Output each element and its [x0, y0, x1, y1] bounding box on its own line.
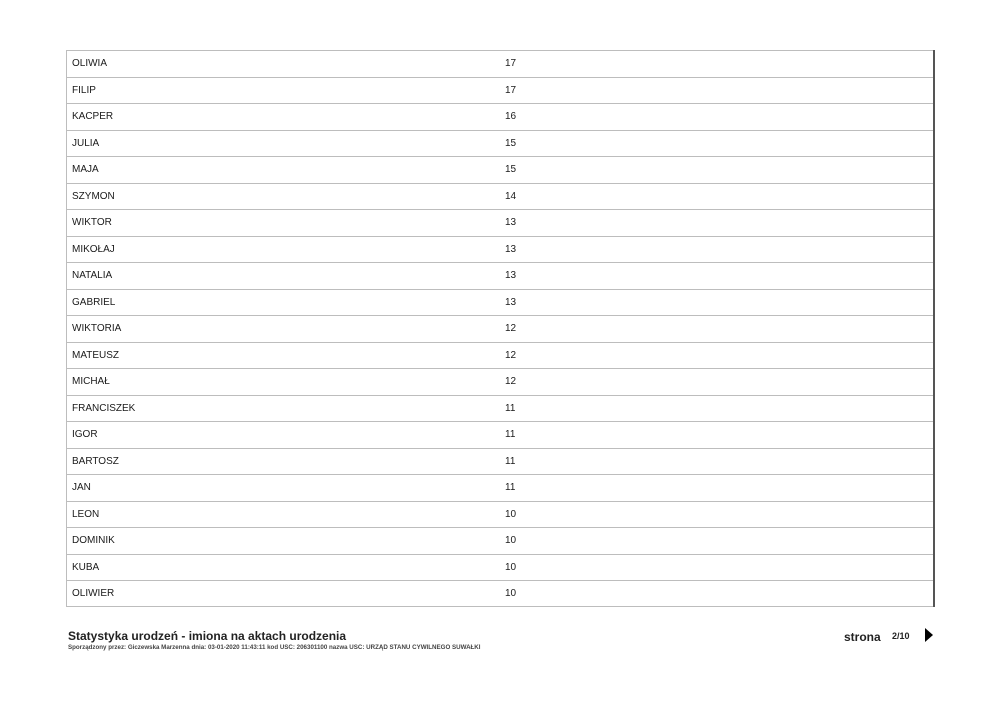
name-cell: LEON	[72, 508, 100, 520]
name-cell: MICHAŁ	[72, 376, 110, 388]
name-cell: OLIWIER	[72, 587, 115, 599]
count-cell: 12	[505, 323, 517, 335]
count-cell: 10	[505, 535, 517, 547]
name-cell: JULIA	[72, 137, 100, 149]
count-cell: 17	[505, 84, 517, 96]
table-row	[67, 262, 933, 289]
count-cell: 14	[505, 190, 517, 202]
count-cell: 11	[505, 429, 516, 441]
name-cell: KUBA	[72, 561, 100, 573]
name-cell: BARTOSZ	[72, 455, 119, 467]
report-title: Statystyka urodzeń - imiona na aktach urodzenia	[68, 629, 347, 643]
name-cell: WIKTOR	[72, 217, 112, 229]
table-row	[67, 501, 933, 528]
names-table	[66, 50, 935, 607]
name-cell: OLIWIA	[72, 58, 108, 70]
name-cell: GABRIEL	[72, 296, 116, 308]
count-cell: 13	[505, 217, 517, 229]
table-row	[67, 236, 933, 263]
table-row	[67, 209, 933, 236]
name-cell: WIKTORIA	[72, 323, 122, 335]
name-cell: FILIP	[72, 84, 96, 96]
name-cell: JAN	[72, 482, 91, 494]
table-row	[67, 130, 933, 157]
table-row	[67, 527, 933, 554]
count-cell: 10	[505, 561, 517, 573]
table-row	[67, 580, 933, 607]
count-cell: 10	[505, 508, 517, 520]
name-cell: SZYMON	[72, 190, 115, 202]
name-cell: DOMINIK	[72, 535, 115, 547]
table-row	[67, 156, 933, 183]
count-cell: 11	[505, 455, 516, 467]
count-cell: 12	[505, 376, 517, 388]
count-cell: 13	[505, 270, 517, 282]
page-number: 2/10	[892, 631, 910, 641]
count-cell: 11	[505, 482, 516, 494]
table-row	[67, 50, 933, 77]
table-row	[67, 474, 933, 501]
table-row	[67, 448, 933, 475]
name-cell: MATEUSZ	[72, 349, 120, 361]
table-row	[67, 183, 933, 210]
page-label: strona	[844, 630, 881, 644]
count-cell: 13	[505, 243, 517, 255]
table-row	[67, 289, 933, 316]
next-page-icon[interactable]	[925, 628, 933, 642]
count-cell: 15	[505, 164, 517, 176]
name-cell: MIKOŁAJ	[72, 243, 115, 255]
table-row	[67, 554, 933, 581]
count-cell: 15	[505, 137, 517, 149]
count-cell: 17	[505, 58, 517, 70]
table-row	[67, 103, 933, 130]
count-cell: 11	[505, 402, 516, 414]
table-row	[67, 315, 933, 342]
table-row	[67, 77, 933, 104]
count-cell: 13	[505, 296, 517, 308]
name-cell: NATALIA	[72, 270, 113, 282]
table-row	[67, 368, 933, 395]
name-cell: IGOR	[72, 429, 98, 441]
count-cell: 16	[505, 111, 517, 123]
count-cell: 12	[505, 349, 517, 361]
name-cell: FRANCISZEK	[72, 402, 136, 414]
count-cell: 10	[505, 587, 517, 599]
table-row	[67, 395, 933, 422]
table-row	[67, 421, 933, 448]
name-cell: KACPER	[72, 111, 114, 123]
name-cell: MAJA	[72, 164, 99, 176]
report-meta: Sporządzony przez: Giczewska Marzenna dnia: 03-01-2020 11:43:11 kod USC: 206301100 nazwa USC: URZĄD STANU CYWILNEGO SUWAŁKI	[68, 644, 481, 651]
table-row	[67, 342, 933, 369]
